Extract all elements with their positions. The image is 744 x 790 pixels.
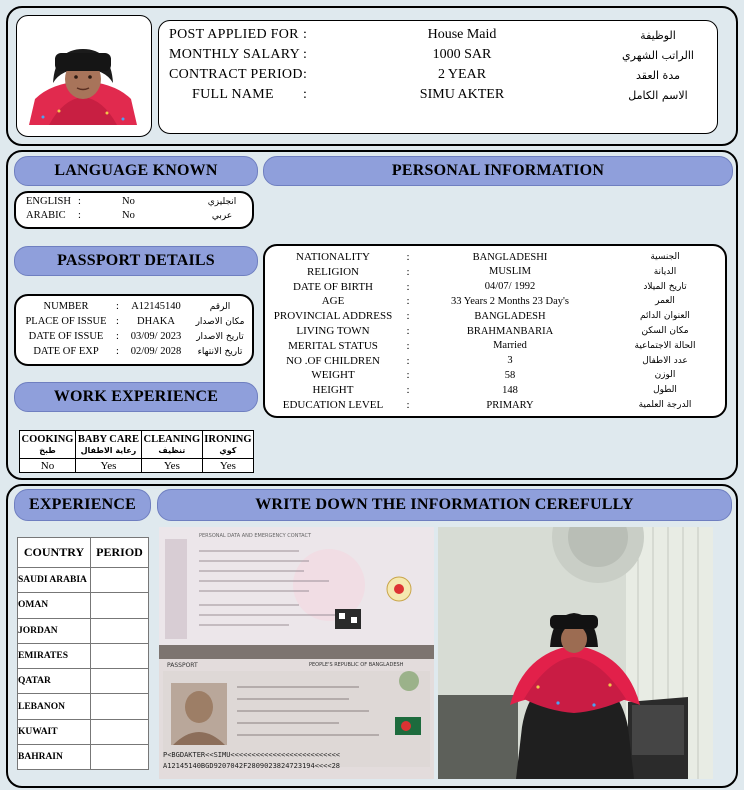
skill-header <box>141 431 202 459</box>
personal-value: BANGLADESH <box>474 310 546 322</box>
experience-country: EMIRATES <box>18 643 91 668</box>
language-colon: : <box>78 196 81 207</box>
header-field-row <box>159 47 717 63</box>
language-label: ENGLISH <box>26 196 71 207</box>
skill-header <box>20 431 76 459</box>
experience-row <box>18 568 149 593</box>
personal-arabic: الدرجة العلمية <box>638 400 692 410</box>
personal-row <box>265 295 725 307</box>
personal-arabic: الوزن <box>654 370 676 381</box>
field-label: CONTRACT PERIOD <box>169 67 303 82</box>
header-field-row <box>159 27 717 43</box>
passport-title: PASSPORT DETAILS <box>14 246 258 276</box>
experience-period <box>91 669 149 694</box>
skill-name-arabic: تنظيف <box>158 445 186 455</box>
language-label: ARABIC <box>26 210 66 221</box>
skill-name-arabic: كوي <box>219 445 237 455</box>
personal-arabic: الديانة <box>653 266 677 277</box>
personal-label: HEIGHT <box>312 384 354 397</box>
personal-colon: : <box>406 310 410 323</box>
candidate-portrait <box>29 25 137 125</box>
personal-value: PRIMARY <box>486 399 534 411</box>
personal-arabic: العنوان الدائم <box>640 311 690 322</box>
personal-arabic: الطول <box>653 385 677 396</box>
passport-mrz-line-2: A12145140BGD9207042F2809023824723194<<<<28 <box>163 762 341 770</box>
photo-frame <box>16 15 152 137</box>
personal-value: BANGLADESHI <box>472 251 548 263</box>
experience-period <box>91 719 149 744</box>
personal-row <box>265 251 725 263</box>
field-value: 2 YEAR <box>437 67 487 82</box>
skill-value: No <box>20 459 76 473</box>
experience-row <box>18 643 149 668</box>
personal-colon: : <box>406 280 410 293</box>
experience-row <box>18 719 149 744</box>
field-arabic: الاسم الكامل <box>628 88 688 102</box>
country-header: COUNTRY <box>18 538 91 568</box>
passport-colon: : <box>116 301 119 312</box>
post-info-box <box>158 20 718 134</box>
field-colon: : <box>303 67 307 82</box>
skill-header <box>76 431 142 459</box>
personal-info-box <box>263 244 727 418</box>
personal-colon: : <box>406 265 410 278</box>
experience-row <box>18 745 149 770</box>
experience-row <box>18 694 149 719</box>
personal-value: 3 <box>507 355 513 367</box>
personal-colon: : <box>406 384 410 397</box>
skill-name: COOKING <box>21 433 74 445</box>
experience-country: OMAN <box>18 593 91 618</box>
experience-period <box>91 593 149 618</box>
personal-arabic: مكان السكن <box>641 326 689 336</box>
field-label: FULL NAME <box>192 87 274 102</box>
personal-colon: : <box>406 251 410 263</box>
passport-label: NUMBER <box>43 301 89 312</box>
field-value: SIMU AKTER <box>419 87 505 102</box>
personal-label: NATIONALITY <box>296 251 370 263</box>
skill-name-arabic: رعاية الاطفال <box>80 445 137 455</box>
personal-colon: : <box>406 295 410 308</box>
passport-arabic: تاريخ الانتهاء <box>197 346 243 357</box>
skill-header <box>202 431 253 459</box>
full-body-photo <box>438 527 713 779</box>
passport-country-line: PEOPLE'S REPUBLIC OF BANGLADESH <box>309 662 404 668</box>
passport-value: A12145140 <box>131 301 181 312</box>
skill-name: IRONING <box>204 433 252 445</box>
passport-mrz-line-1: P<BGDAKTER<<SIMU<<<<<<<<<<<<<<<<<<<<<<<<<< <box>163 751 341 759</box>
experience-country: JORDAN <box>18 618 91 643</box>
passport-row <box>16 316 252 327</box>
passport-colon: : <box>116 316 119 327</box>
experience-country: SAUDI ARABIA <box>18 568 91 593</box>
personal-arabic: الجنسية <box>650 252 680 262</box>
field-value: 1000 SAR <box>432 47 492 62</box>
field-colon: : <box>303 47 307 62</box>
personal-colon: : <box>406 325 410 337</box>
experience-country: BAHRAIN <box>18 745 91 770</box>
language-arabic: انجليزي <box>207 196 237 207</box>
passport-arabic: الرقم <box>209 301 231 312</box>
passport-value: 03/09/ 2023 <box>130 331 182 342</box>
passport-box <box>14 294 254 366</box>
personal-row <box>265 340 725 352</box>
skill-value: Yes <box>141 459 202 473</box>
passport-colon: : <box>116 331 119 342</box>
experience-country: LEBANON <box>18 694 91 719</box>
personal-row <box>265 310 725 322</box>
personal-colon: : <box>406 339 410 352</box>
passport-heading: PASSPORT <box>167 662 198 669</box>
experience-country: KUWAIT <box>18 719 91 744</box>
personal-value: BRAHMANBARIA <box>466 325 554 337</box>
field-colon: : <box>303 87 307 102</box>
personal-value: 04/07/ 1992 <box>484 281 536 293</box>
personal-label: EDUCATION LEVEL <box>282 399 384 411</box>
personal-label: RELIGION <box>307 265 359 278</box>
personal-value: MUSLIM <box>488 266 531 278</box>
field-arabic: مدة العقد <box>636 68 680 82</box>
language-row <box>16 196 252 207</box>
work-experience-title: WORK EXPERIENCE <box>14 382 258 412</box>
experience-period <box>91 568 149 593</box>
experience-period <box>91 618 149 643</box>
skill-name: CLEANING <box>143 433 201 445</box>
language-colon: : <box>78 210 81 221</box>
skill-value: Yes <box>76 459 142 473</box>
personal-colon: : <box>406 354 410 367</box>
personal-label: LIVING TOWN <box>296 325 370 337</box>
personal-row <box>265 369 725 381</box>
experience-country: QATAR <box>18 669 91 694</box>
personal-row <box>265 384 725 396</box>
experience-table <box>17 537 149 770</box>
work-skills-table <box>19 430 254 473</box>
personal-arabic: العمر <box>655 296 675 307</box>
language-box <box>14 191 254 229</box>
header-field-row <box>159 67 717 83</box>
passport-value: 02/09/ 2028 <box>130 346 182 357</box>
passport-scan-image <box>159 527 434 779</box>
passport-label: DATE OF ISSUE <box>28 331 104 342</box>
header-field-row <box>159 87 717 103</box>
passport-row <box>16 346 252 357</box>
personal-row <box>265 355 725 367</box>
personal-row <box>265 325 725 337</box>
personal-value: 33 Years 2 Months 23 Day's <box>451 295 569 307</box>
banner-title: WRITE DOWN THE INFORMATION CEREFULLY <box>157 489 732 521</box>
personal-value: 58 <box>504 369 516 381</box>
personal-arabic: تاريخ الميلاد <box>643 281 687 292</box>
personal-label: AGE <box>321 295 345 308</box>
passport-arabic: تاريخ الاصدار <box>196 331 244 342</box>
passport-colon: : <box>116 346 119 357</box>
personal-value: Married <box>493 340 527 352</box>
personal-row <box>265 281 725 293</box>
passport-label: DATE OF EXP <box>33 346 99 357</box>
field-value: House Maid <box>427 27 497 42</box>
experience-period <box>91 643 149 668</box>
experience-row <box>18 593 149 618</box>
field-label: MONTHLY SALARY <box>169 47 301 62</box>
language-level: No <box>122 196 135 207</box>
passport-row <box>16 301 252 312</box>
personal-label: DATE OF BIRTH <box>292 280 373 293</box>
skill-name: BABY CARE <box>77 433 140 445</box>
language-arabic: عربي <box>211 210 233 221</box>
field-label: POST APPLIED FOR <box>169 27 299 42</box>
experience-period <box>91 745 149 770</box>
experience-title: EXPERIENCE <box>14 489 151 521</box>
personal-arabic: عدد الاطفال <box>642 355 688 366</box>
skill-name-arabic: طبخ <box>39 445 56 455</box>
period-header: PERIOD <box>91 538 149 568</box>
experience-row <box>18 618 149 643</box>
passport-arabic: مكان الاصدار <box>195 316 245 327</box>
passport-label: PLACE OF ISSUE <box>25 316 107 327</box>
field-arabic: الوظيفة <box>640 28 676 42</box>
personal-colon: : <box>406 369 410 382</box>
personal-label: MERITAL STATUS <box>288 339 378 352</box>
personal-value: 148 <box>502 384 518 396</box>
personal-label: NO .OF CHILDREN <box>286 354 380 367</box>
language-title: LANGUAGE KNOWN <box>14 156 258 186</box>
experience-period <box>91 694 149 719</box>
field-colon: : <box>303 27 307 42</box>
emergency-contact-heading: PERSONAL DATA AND EMERGENCY CONTACT <box>199 533 312 539</box>
personal-title: PERSONAL INFORMATION <box>263 156 733 186</box>
passport-value: DHAKA <box>137 316 175 327</box>
skill-value: Yes <box>202 459 253 473</box>
passport-row <box>16 331 252 342</box>
personal-row <box>265 399 725 411</box>
personal-row <box>265 266 725 278</box>
experience-row <box>18 669 149 694</box>
personal-label: WEIGHT <box>311 369 355 382</box>
language-row <box>16 210 252 221</box>
personal-label: PROVINCIAL ADDRESS <box>273 310 393 323</box>
language-level: No <box>122 210 135 221</box>
personal-colon: : <box>406 399 410 411</box>
personal-arabic: الحالة الاجتماعية <box>634 340 696 351</box>
field-arabic: االراتب الشهري <box>622 48 694 62</box>
